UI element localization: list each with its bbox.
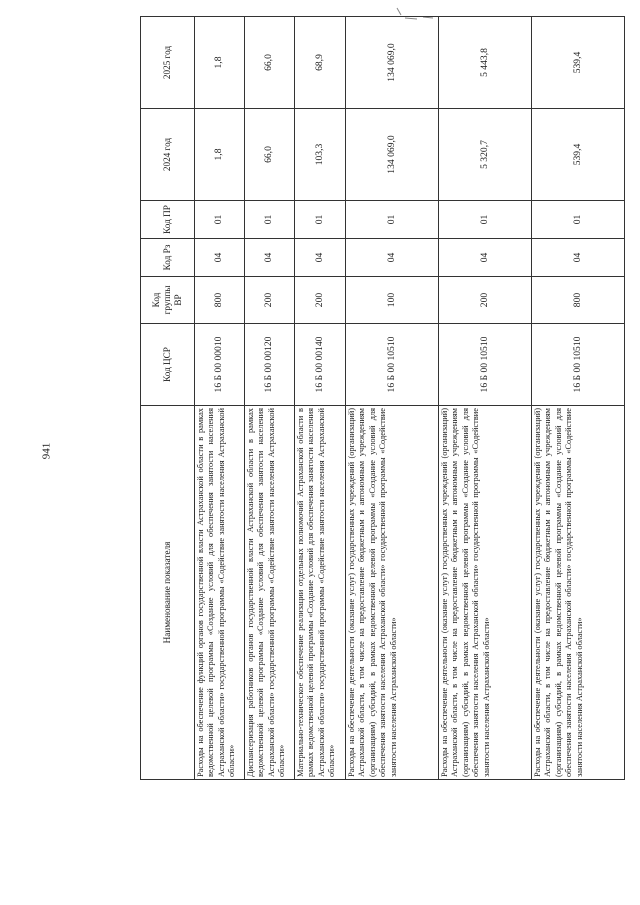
header-name: Наименование показателя bbox=[141, 406, 195, 780]
row-2024: 134 069,0 bbox=[346, 109, 439, 201]
row-2025: 66,0 bbox=[245, 17, 295, 109]
table-row bbox=[295, 17, 346, 780]
row-vr: 200 bbox=[439, 277, 532, 324]
row-2025: 134 069,0 bbox=[346, 17, 439, 109]
row-csr: 16 Б 00 00010 bbox=[195, 324, 245, 406]
row-2024: 5 320,7 bbox=[439, 109, 532, 201]
row-2024: 539,4 bbox=[532, 109, 625, 201]
table-row bbox=[532, 17, 625, 780]
row-rz: 04 bbox=[245, 239, 295, 277]
row-name: Расходы на обеспечение деятельности (оказание услуг) государственных учреждений (организаций) Астраханской области, в том числе на предоставление бюджетным и автономным учреждениям (организациям) субсидий, в рамках ведомственной целевой программы «Создание условий для обеспечения занятости населения Астраханской области» государственной программы «Содействие занятости населения Астраханской области» bbox=[439, 406, 532, 780]
row-2025: 539,4 bbox=[532, 17, 625, 109]
row-rz: 04 bbox=[195, 239, 245, 277]
row-2025: 68,9 bbox=[295, 17, 346, 109]
row-csr: 16 Б 00 00140 bbox=[295, 324, 346, 406]
row-rz: 04 bbox=[346, 239, 439, 277]
row-name: Расходы на обеспечение деятельности (оказание услуг) государственных учреждений (организаций) Астраханской области, в том числе на предоставление бюджетным и автономным учреждениям (организациям) субсидий, в рамках ведомственной целевой программы «Создание условий для обеспечения занятости населения Астраханской области» государственной программы «Содействие занятости населения Астраханской области» bbox=[532, 406, 625, 780]
table-row bbox=[439, 17, 532, 780]
row-2024: 66,0 bbox=[245, 109, 295, 201]
budget-table bbox=[140, 16, 625, 780]
row-pr: 01 bbox=[195, 201, 245, 239]
row-rz: 04 bbox=[439, 239, 532, 277]
row-rz: 04 bbox=[295, 239, 346, 277]
row-name: Диспансеризация работников органов государственной власти Астраханской области в рамках ведомственной целевой программы «Создание условий для обеспечения занятости населения Астраханской области» государственной программы «Содействие занятости населения Астраханской области» bbox=[245, 406, 295, 780]
row-name: Материально-техническое обеспечение реализации отдельных полномочий Астраханской области в рамках ведомственной целевой программы «Создание условий для обеспечения занятости населения Астраханской области» государственной программы «Содействие занятости населения Астраханской области» bbox=[295, 406, 346, 780]
row-vr: 100 bbox=[346, 277, 439, 324]
rotated-table-region bbox=[140, 15, 640, 780]
row-2024: 103,3 bbox=[295, 109, 346, 201]
header-pr: Код ПР bbox=[141, 201, 195, 239]
row-vr: 200 bbox=[245, 277, 295, 324]
row-csr: 16 Б 00 10510 bbox=[439, 324, 532, 406]
row-vr: 800 bbox=[532, 277, 625, 324]
header-vr: Код группы ВР bbox=[141, 277, 195, 324]
row-2025: 5 443,8 bbox=[439, 17, 532, 109]
row-pr: 01 bbox=[346, 201, 439, 239]
row-2025: 1,8 bbox=[195, 17, 245, 109]
header-rz: Код Рз bbox=[141, 239, 195, 277]
table-row bbox=[195, 17, 245, 780]
row-rz: 04 bbox=[532, 239, 625, 277]
page-number: 941 bbox=[40, 442, 53, 460]
header-2025: 2025 год bbox=[141, 17, 195, 109]
row-csr: 16 Б 00 00120 bbox=[245, 324, 295, 406]
table-row bbox=[245, 17, 295, 780]
header-csr: Код ЦСР bbox=[141, 324, 195, 406]
row-pr: 01 bbox=[295, 201, 346, 239]
header-2024: 2024 год bbox=[141, 109, 195, 201]
row-pr: 01 bbox=[532, 201, 625, 239]
row-name: Расходы на обеспечение функций органов государственной власти Астраханской области в рамках ведомственной целевой программы «Создание условий для обеспечения занятости населения Астраханской области» государственной программы «Содействие занятости населения Астраханской области» bbox=[195, 406, 245, 780]
row-name: Расходы на обеспечение деятельности (оказание услуг) государственных учреждений (организаций) Астраханской области, в том числе на предоставление бюджетным и автономным учреждениям (организациям) субсидий, в рамках ведомственной целевой программы «Создание условий для обеспечения занятости населения Астраханской области» государственной программы «Содействие занятости населения Астраханской области» bbox=[346, 406, 439, 780]
row-vr: 200 bbox=[295, 277, 346, 324]
row-csr: 16 Б 00 10510 bbox=[346, 324, 439, 406]
row-2024: 1,8 bbox=[195, 109, 245, 201]
row-csr: 16 Б 00 10510 bbox=[532, 324, 625, 406]
table-header-row bbox=[141, 17, 195, 780]
row-vr: 800 bbox=[195, 277, 245, 324]
row-pr: 01 bbox=[245, 201, 295, 239]
table-row bbox=[346, 17, 439, 780]
row-pr: 01 bbox=[439, 201, 532, 239]
